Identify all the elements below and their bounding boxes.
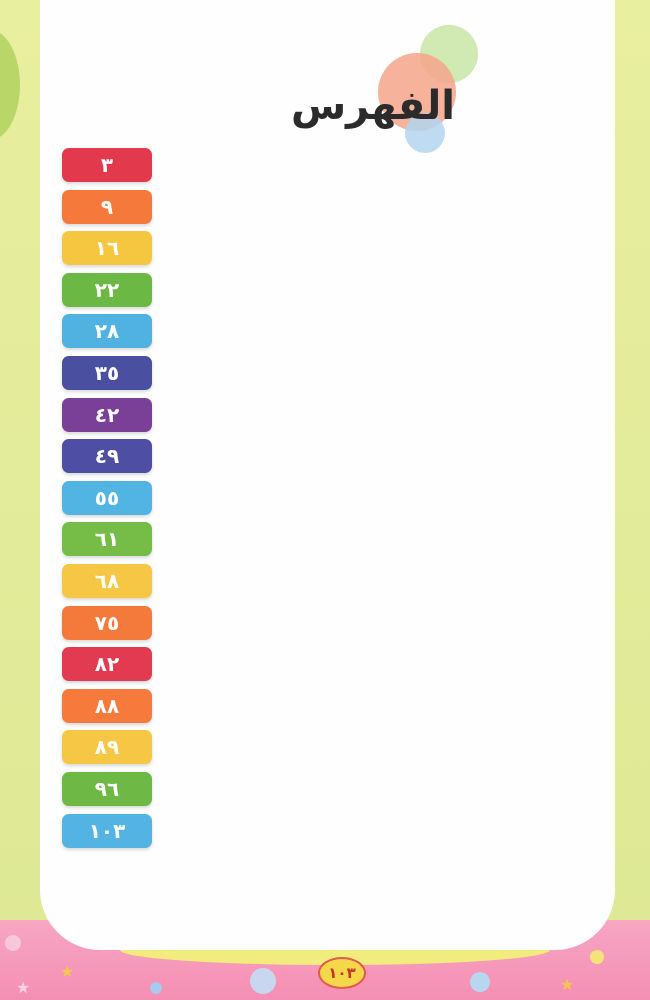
decor-dot — [590, 950, 604, 964]
star-icon: ★ — [16, 978, 31, 997]
toc-page-number: ١٠٣ — [62, 814, 152, 848]
toc-page-number: ٣ — [62, 148, 152, 182]
toc-page-number: ٣٥ — [62, 356, 152, 390]
toc-page-number: ٩ — [62, 190, 152, 224]
page-number: ١٠٣ — [318, 957, 366, 989]
decor-dot — [470, 972, 490, 992]
toc-page-number: ١٦ — [62, 231, 152, 265]
toc-page-number: ٤٢ — [62, 398, 152, 432]
toc-page-number: ٧٥ — [62, 606, 152, 640]
toc-page-number: ٨٨ — [62, 689, 152, 723]
toc-page-number: ٦٨ — [62, 564, 152, 598]
toc-page-number: ٢٢ — [62, 273, 152, 307]
page-title: الفهرس — [290, 83, 455, 129]
toc-page-number: ٨٢ — [62, 647, 152, 681]
title-area — [230, 25, 490, 155]
toc-page-number: ٦١ — [62, 522, 152, 556]
decor-dot — [250, 968, 276, 994]
toc-page-number: ٤٩ — [62, 439, 152, 473]
star-icon: ★ — [60, 962, 75, 981]
decor-dot — [150, 982, 162, 994]
toc-page-number: ٩٦ — [62, 772, 152, 806]
toc-page-number: ٢٨ — [62, 314, 152, 348]
star-icon: ★ — [560, 975, 575, 994]
toc-page-number: ٨٩ — [62, 730, 152, 764]
decor-dot — [5, 935, 21, 951]
toc-page-number: ٥٥ — [62, 481, 152, 515]
